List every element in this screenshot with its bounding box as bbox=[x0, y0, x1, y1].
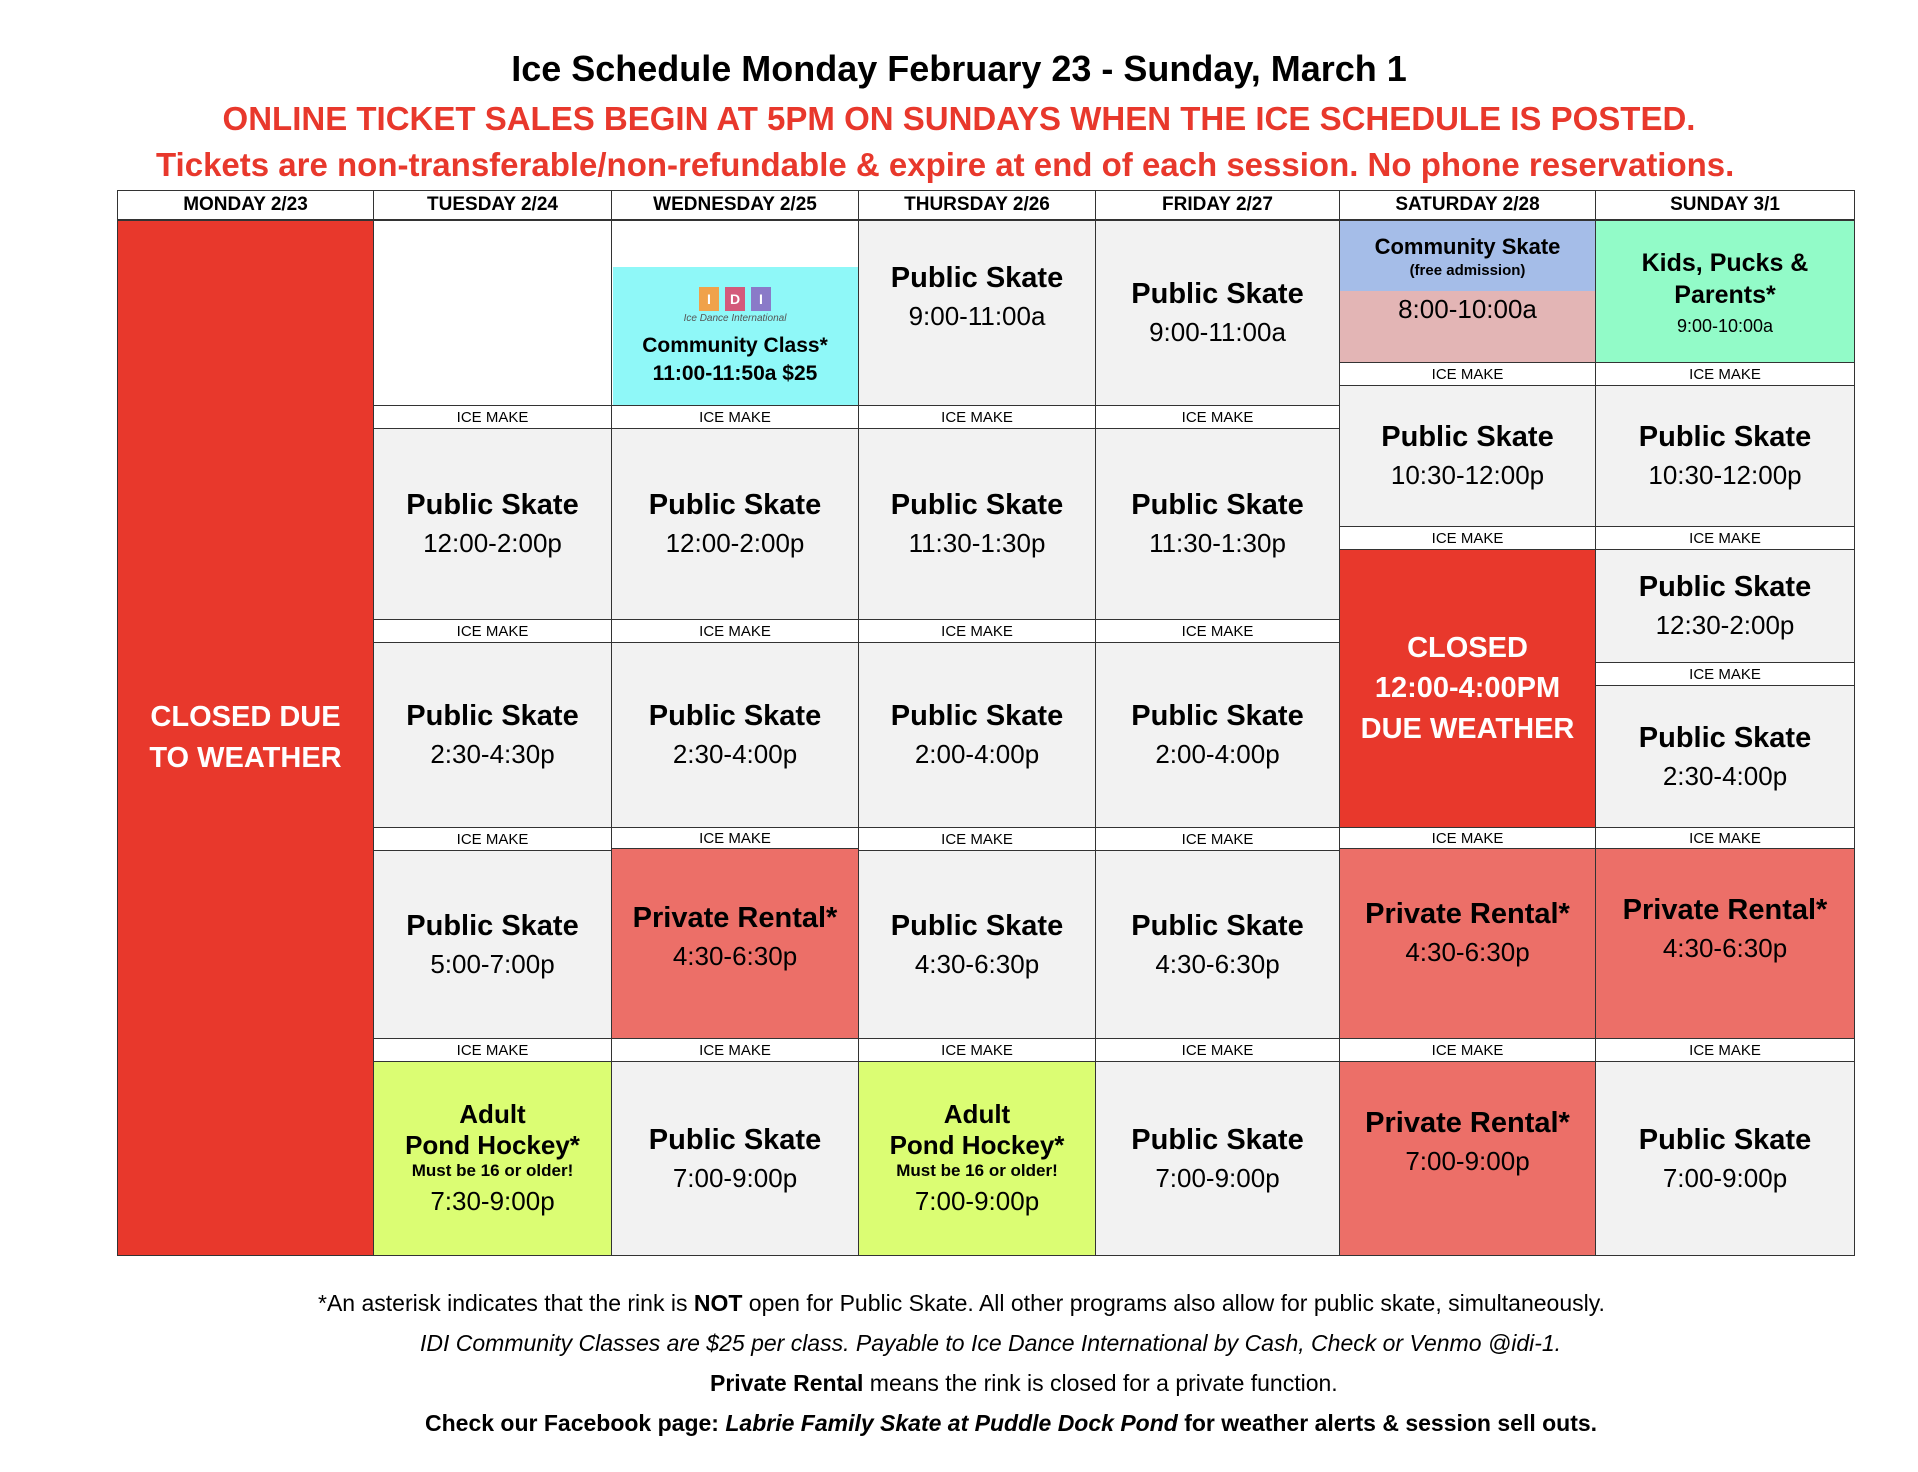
session-name: Public Skate bbox=[1131, 278, 1304, 311]
session-name: Pond Hockey* bbox=[889, 1130, 1065, 1161]
tuesday-pond-hockey bbox=[373, 1061, 612, 1256]
session-time: 2:30-4:30p bbox=[430, 739, 555, 770]
session-time: 9:00-11:00a bbox=[908, 300, 1046, 331]
ice-make: ICE MAKE bbox=[1339, 362, 1596, 386]
session-name: Public Skate bbox=[890, 909, 1064, 942]
idi-logo-i-icon: I bbox=[751, 287, 771, 311]
session-time: 4:30-6:30p bbox=[1405, 936, 1530, 967]
sunday-kids-pucks-parents bbox=[1595, 220, 1855, 363]
session-name: Public Skate bbox=[890, 489, 1064, 522]
session-time: 9:00-10:00a bbox=[1676, 315, 1774, 336]
ice-make: ICE MAKE bbox=[373, 405, 612, 429]
session-name: Public Skate bbox=[1131, 489, 1304, 522]
friday-session-1 bbox=[1095, 220, 1340, 406]
session-time: 5:00-7:00p bbox=[430, 948, 555, 979]
day-header-monday: MONDAY 2/23 bbox=[117, 190, 374, 220]
session-time: 2:00-4:00p bbox=[1155, 739, 1280, 770]
tuesday-session-2 bbox=[373, 642, 612, 828]
ice-make: ICE MAKE bbox=[858, 1038, 1096, 1062]
tuesday-session-3 bbox=[373, 850, 612, 1039]
session-name: Private Rental* bbox=[1622, 894, 1828, 926]
session-name: Pond Hockey* bbox=[405, 1130, 580, 1161]
day-header-sunday: SUNDAY 3/1 bbox=[1595, 190, 1855, 220]
session-name: Public Skate bbox=[406, 700, 579, 733]
session-time: 2:00-4:00p bbox=[914, 739, 1040, 770]
closed-hours: 12:00-4:00PM bbox=[1374, 672, 1561, 705]
session-time: 4:30-6:30p bbox=[914, 948, 1040, 979]
page-title: Ice Schedule Monday February 23 - Sunday, March 1 bbox=[511, 48, 1407, 89]
session-time: 11:00-11:50a $25 bbox=[652, 361, 818, 385]
ice-make: ICE MAKE bbox=[1339, 1038, 1596, 1062]
session-name: Public Skate bbox=[1131, 700, 1304, 733]
session-time: 4:30-6:30p bbox=[672, 940, 798, 971]
session-time: 4:30-6:30p bbox=[1662, 932, 1788, 963]
session-time: 10:30-12:00p bbox=[1390, 460, 1545, 491]
session-time: 9:00-11:00a bbox=[1149, 317, 1286, 348]
session-time: 12:00-2:00p bbox=[423, 528, 562, 559]
session-time: 7:00-9:00p bbox=[1155, 1162, 1280, 1193]
session-time: 7:00-9:00p bbox=[1662, 1162, 1788, 1193]
session-name: Adult bbox=[459, 1099, 526, 1130]
wednesday-community-class bbox=[613, 267, 858, 405]
session-time: 11:30-1:30p bbox=[908, 528, 1046, 559]
session-time: 7:00-9:00p bbox=[672, 1162, 798, 1193]
ice-make: ICE MAKE bbox=[1595, 827, 1855, 849]
closed-reason: DUE WEATHER bbox=[1360, 712, 1575, 745]
session-name: Public Skate bbox=[1131, 1123, 1304, 1156]
ice-make: ICE MAKE bbox=[1595, 362, 1855, 386]
ice-make: ICE MAKE bbox=[373, 1038, 612, 1062]
private-rental-label: Private Rental bbox=[710, 1370, 864, 1396]
asterisk-note-text: *An asterisk indicates that the rink is bbox=[318, 1290, 694, 1316]
ice-make: ICE MAKE bbox=[611, 827, 859, 849]
sunday-session-6 bbox=[1595, 1061, 1855, 1256]
session-name: Community Class* bbox=[642, 333, 828, 357]
idi-logo-d-icon: D bbox=[725, 287, 745, 311]
ice-make: ICE MAKE bbox=[858, 827, 1096, 851]
idi-logo-caption: Ice Dance International bbox=[683, 312, 787, 324]
session-name: Public Skate bbox=[1381, 421, 1554, 454]
wednesday-session-3 bbox=[611, 642, 859, 828]
friday-session-2 bbox=[1095, 428, 1340, 620]
closed-label: CLOSED bbox=[1407, 631, 1528, 664]
session-time: 7:30-9:00p bbox=[430, 1186, 555, 1217]
ice-make: ICE MAKE bbox=[1095, 619, 1340, 643]
session-time: 4:30-6:30p bbox=[1155, 948, 1280, 979]
ticket-sales-notice: ONLINE TICKET SALES BEGIN AT 5PM ON SUNDAYS WHEN THE ICE SCHEDULE IS POSTED. bbox=[222, 100, 1696, 137]
asterisk-note bbox=[318, 1290, 1605, 1317]
ice-make: ICE MAKE bbox=[373, 827, 612, 851]
friday-session-5 bbox=[1095, 1061, 1340, 1256]
sunday-session-3 bbox=[1595, 549, 1855, 663]
facebook-note-text: for weather alerts & session sell outs. bbox=[1177, 1410, 1598, 1436]
session-name: Private Rental* bbox=[1365, 1107, 1570, 1139]
session-name: Adult bbox=[943, 1099, 1011, 1130]
age-note: Must be 16 or older! bbox=[411, 1161, 574, 1181]
saturday-session-2 bbox=[1339, 385, 1596, 527]
thursday-session-2 bbox=[858, 428, 1096, 620]
asterisk-note-text: open for Public Skate. All other programs also allow for public skate, simultaneously. bbox=[742, 1290, 1605, 1316]
ice-make: ICE MAKE bbox=[611, 1038, 859, 1062]
sunday-session-2 bbox=[1595, 385, 1855, 527]
session-name: Public Skate bbox=[1638, 571, 1812, 604]
ice-make: ICE MAKE bbox=[858, 405, 1096, 429]
ice-make: ICE MAKE bbox=[1595, 526, 1855, 550]
session-name: Kids, Pucks & Parents* bbox=[1641, 248, 1809, 309]
session-name: Public Skate bbox=[1638, 421, 1812, 454]
session-name: Public Skate bbox=[890, 700, 1064, 733]
session-name: Private Rental* bbox=[632, 902, 838, 934]
session-name: Public Skate bbox=[1638, 1123, 1812, 1156]
ice-make: ICE MAKE bbox=[1095, 405, 1340, 429]
community-skate-header bbox=[1340, 221, 1595, 291]
session-name: Public Skate bbox=[648, 489, 822, 522]
ticket-policy-notice: Tickets are non-transferable/non-refundable & expire at end of each session. No phone reservations. bbox=[156, 146, 1735, 183]
session-name: Community Skate bbox=[1374, 233, 1561, 259]
session-name: Public Skate bbox=[1131, 909, 1304, 942]
session-name: Public Skate bbox=[406, 489, 579, 522]
ice-make: ICE MAKE bbox=[611, 405, 859, 429]
private-rental-description: means the rink is closed for a private function. bbox=[863, 1370, 1338, 1396]
session-time: 2:30-4:00p bbox=[672, 739, 798, 770]
session-name: Private Rental* bbox=[1365, 898, 1570, 930]
session-name: Public Skate bbox=[406, 909, 579, 942]
private-rental-note bbox=[710, 1370, 1338, 1397]
thursday-pond-hockey bbox=[858, 1061, 1096, 1256]
wednesday-private-rental bbox=[611, 848, 859, 1039]
admission-note: (free admission) bbox=[1409, 261, 1526, 279]
ice-make: ICE MAKE bbox=[1095, 827, 1340, 851]
saturday-closed-block bbox=[1339, 549, 1596, 828]
thursday-session-4 bbox=[858, 850, 1096, 1039]
session-name: Public Skate bbox=[1638, 721, 1812, 754]
session-time: 8:00-10:00a bbox=[1398, 294, 1537, 324]
day-header-wednesday: WEDNESDAY 2/25 bbox=[611, 190, 859, 220]
session-time: 11:30-1:30p bbox=[1149, 528, 1286, 559]
friday-session-3 bbox=[1095, 642, 1340, 828]
ice-make: ICE MAKE bbox=[1595, 1038, 1855, 1062]
sunday-session-4 bbox=[1595, 685, 1855, 828]
facebook-note-text: Check our Facebook page: bbox=[425, 1410, 726, 1436]
session-time: 7:00-9:00p bbox=[914, 1186, 1040, 1217]
ice-make: ICE MAKE bbox=[1595, 662, 1855, 686]
day-header-tuesday: TUESDAY 2/24 bbox=[373, 190, 612, 220]
ice-make: ICE MAKE bbox=[611, 619, 859, 643]
saturday-private-rental-1 bbox=[1339, 848, 1596, 1039]
tuesday-empty-slot bbox=[373, 220, 612, 406]
schedule-grid bbox=[117, 190, 1855, 1256]
idi-logo-i-icon: I bbox=[699, 287, 719, 311]
tuesday-session-1 bbox=[373, 428, 612, 620]
session-time: 12:30-2:00p bbox=[1655, 610, 1795, 641]
thursday-session-1 bbox=[858, 220, 1096, 406]
day-header-friday: FRIDAY 2/27 bbox=[1095, 190, 1340, 220]
monday-closed-block bbox=[117, 220, 374, 1256]
community-skate-time-area bbox=[1340, 291, 1595, 362]
asterisk-note-emphasis: NOT bbox=[693, 1290, 743, 1316]
friday-session-4 bbox=[1095, 850, 1340, 1039]
ice-make: ICE MAKE bbox=[373, 619, 612, 643]
ice-make: ICE MAKE bbox=[1095, 1038, 1340, 1062]
session-time: 7:00-9:00p bbox=[1405, 1145, 1530, 1176]
thursday-session-3 bbox=[858, 642, 1096, 828]
facebook-note bbox=[425, 1410, 1597, 1437]
day-header-saturday: SATURDAY 2/28 bbox=[1339, 190, 1596, 220]
monday-closed-label: CLOSED DUE TO WEATHER bbox=[149, 701, 342, 774]
wednesday-session-5 bbox=[611, 1061, 859, 1256]
ice-make: ICE MAKE bbox=[1339, 526, 1596, 550]
session-name: Public Skate bbox=[648, 700, 822, 733]
saturday-private-rental-2 bbox=[1339, 1061, 1596, 1256]
day-header-thursday: THURSDAY 2/26 bbox=[858, 190, 1096, 220]
idi-payment-note: IDI Community Classes are $25 per class. Payable to Ice Dance International by Cash, Check or Venmo @idi-1. bbox=[420, 1330, 1562, 1356]
ice-make: ICE MAKE bbox=[1339, 827, 1596, 849]
session-time: 10:30-12:00p bbox=[1648, 460, 1802, 491]
session-time: 12:00-2:00p bbox=[665, 528, 805, 559]
sunday-private-rental bbox=[1595, 848, 1855, 1039]
wednesday-session-2 bbox=[611, 428, 859, 620]
facebook-page-name: Labrie Family Skate at Puddle Dock Pond bbox=[725, 1410, 1178, 1436]
session-name: Public Skate bbox=[890, 262, 1064, 294]
age-note: Must be 16 or older! bbox=[896, 1161, 1058, 1181]
session-time: 2:30-4:00p bbox=[1662, 760, 1788, 791]
session-name: Public Skate bbox=[648, 1123, 822, 1156]
idi-logo bbox=[699, 287, 771, 311]
ice-make: ICE MAKE bbox=[858, 619, 1096, 643]
wednesday-session-1-wrap bbox=[611, 220, 859, 406]
saturday-community-skate bbox=[1339, 220, 1596, 363]
